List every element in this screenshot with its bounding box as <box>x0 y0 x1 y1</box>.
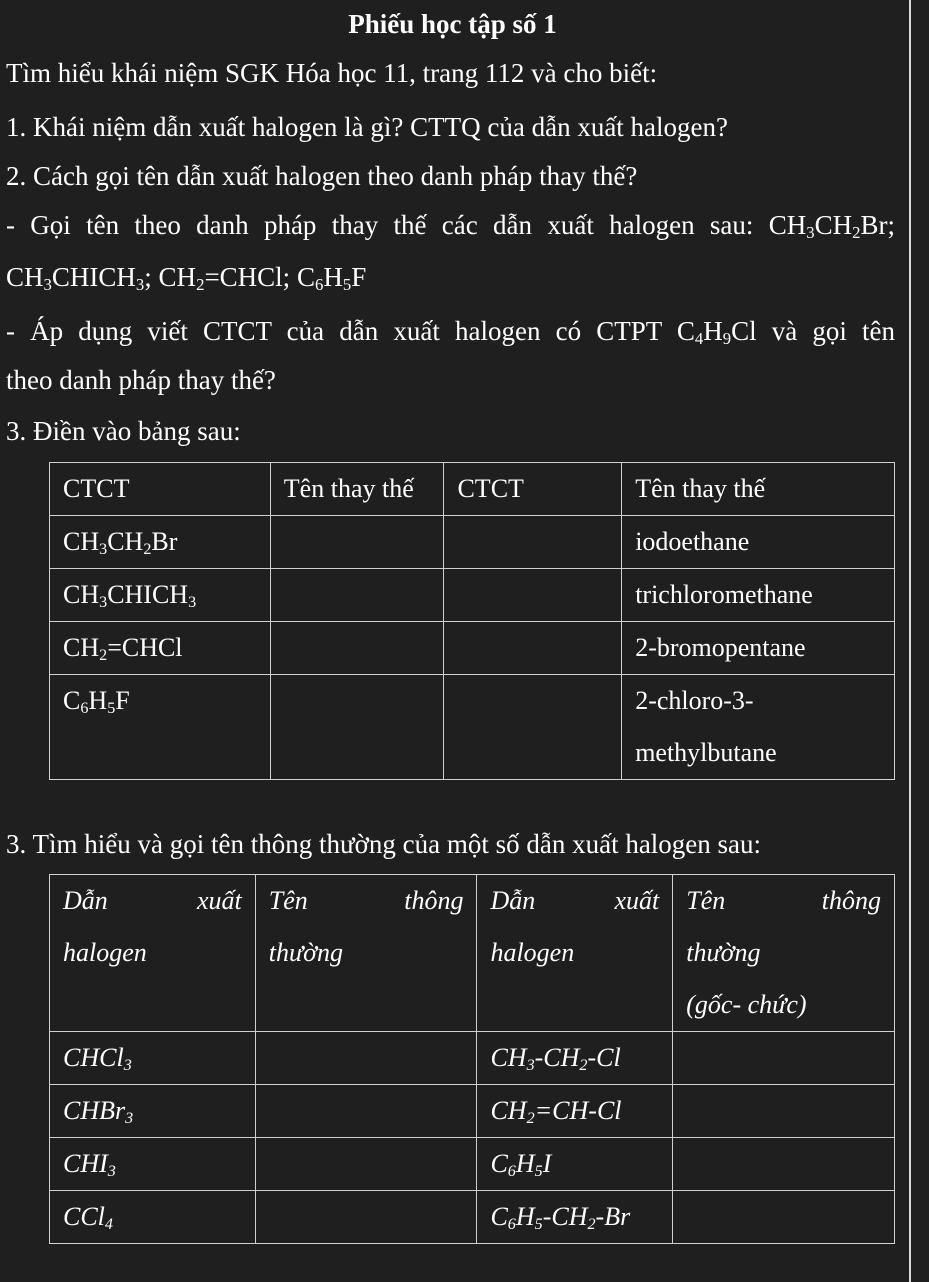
table-row <box>50 1085 895 1138</box>
header-cell <box>255 875 477 1032</box>
question-2: 2. Cách gọi tên dẫn xuất halogen theo danh pháp thay thế? <box>6 161 638 191</box>
name-cell: 2-chloro-3-methylbutane <box>622 675 895 780</box>
table-row <box>50 1191 895 1244</box>
header-cell: Tên thay thế <box>270 463 444 516</box>
table-row <box>50 675 895 780</box>
header-cell <box>477 875 673 1032</box>
question-2a-line-2 <box>6 260 895 294</box>
formula-cell: CHCl$_3$ <box>50 1032 256 1085</box>
table-row <box>50 622 895 675</box>
name-cell: 2-bromopentane <box>622 622 895 675</box>
question-2a-line-1 <box>6 208 895 242</box>
header-text: Tên thông thường (gốc- chức) <box>686 886 881 1019</box>
answer-cell[interactable] <box>270 622 444 675</box>
header-cell: Tên thay thế <box>622 463 895 516</box>
answer-cell[interactable] <box>673 1191 895 1244</box>
header-text: Tên thông thường <box>268 886 464 967</box>
answer-cell[interactable] <box>673 1032 895 1085</box>
question-4: 3. Tìm hiểu và gọi tên thông thường của một số dẫn xuất halogen sau: <box>6 829 762 859</box>
answer-cell[interactable] <box>673 1085 895 1138</box>
header-cell: CTCT <box>50 463 271 516</box>
answer-cell[interactable] <box>444 675 622 780</box>
table-row <box>50 1032 895 1085</box>
question-2b-line-2: theo danh pháp thay thế? <box>6 365 276 395</box>
substitution-name-table <box>49 462 895 780</box>
question-2a-text: - Gọi tên theo danh pháp thay thế các dẫn xuất halogen sau: <box>6 210 754 240</box>
answer-cell[interactable] <box>270 675 444 780</box>
table-header-row <box>50 463 895 516</box>
answer-cell[interactable] <box>270 516 444 569</box>
worksheet-title: Phiếu học tập số 1 <box>348 9 557 39</box>
formula-cell: CHBr$_3$ <box>50 1085 256 1138</box>
formula-cell: CCl$_4$ <box>50 1191 256 1244</box>
right-border-line <box>909 0 911 1282</box>
formula: $CH_3CH_2Br$; <box>768 210 895 243</box>
formula-cell: $CHI_3$ <box>50 1138 256 1191</box>
table-row <box>50 569 895 622</box>
formula: $CH_3CHICH_3$; <box>6 262 152 295</box>
formula-cell: $CH_2=CHCl$ <box>50 622 271 675</box>
header-text: Dẫn xuất halogen <box>63 886 242 967</box>
header-text: Dẫn xuất halogen <box>490 886 660 967</box>
formula-cell: $C_6H_5-CH_2-Br$ <box>477 1191 673 1244</box>
formula-cell: $CH_3CH_2Br$ <box>50 516 271 569</box>
answer-cell[interactable] <box>255 1085 477 1138</box>
intro-text: Tìm hiểu khái niệm SGK Hóa học 11, trang 112 và cho biết: <box>6 58 658 88</box>
name-cell: iodoethane <box>622 516 895 569</box>
formula: $C_6H_5F$ <box>296 262 367 295</box>
header-cell <box>50 875 256 1032</box>
question-3: 3. Điền vào bảng sau: <box>6 416 241 446</box>
formula-cell: $C_6H_5F$ <box>50 675 271 780</box>
answer-cell[interactable] <box>444 569 622 622</box>
common-name-table <box>49 874 895 1244</box>
formula-cell: $C_6H_5I$ <box>477 1138 673 1191</box>
answer-cell[interactable] <box>255 1191 477 1244</box>
table-header-row <box>50 875 895 1032</box>
formula: $CH_2=CHCl$; <box>158 262 291 295</box>
answer-cell[interactable] <box>270 569 444 622</box>
header-cell: CTCT <box>444 463 622 516</box>
formula-cell: $CH_3-CH_2-Cl$ <box>477 1032 673 1085</box>
answer-cell[interactable] <box>444 622 622 675</box>
formula-cell: $CH_2=CH-Cl$ <box>477 1085 673 1138</box>
answer-cell[interactable] <box>444 516 622 569</box>
formula-cell: $CH_3CHICH_3$ <box>50 569 271 622</box>
question-2b-line-1: - Áp dụng viết CTCT của dẫn xuất halogen có CTPT $C_4H_9Cl$ và gọi tên <box>6 316 896 349</box>
table-row <box>50 516 895 569</box>
name-cell: trichloromethane <box>622 569 895 622</box>
question-1: 1. Khái niệm dẫn xuất halogen là gì? CTTQ của dẫn xuất halogen? <box>6 112 729 142</box>
header-cell <box>673 875 895 1032</box>
table-row <box>50 1138 895 1191</box>
answer-cell[interactable] <box>255 1138 477 1191</box>
answer-cell[interactable] <box>673 1138 895 1191</box>
answer-cell[interactable] <box>255 1032 477 1085</box>
